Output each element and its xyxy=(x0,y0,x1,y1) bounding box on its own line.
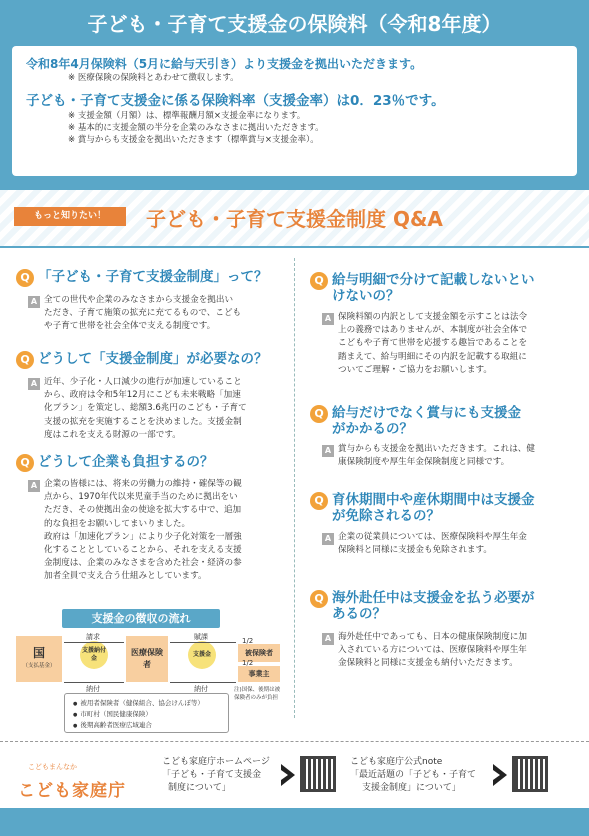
answer-5 xyxy=(338,443,535,469)
footer-link-note[interactable] xyxy=(350,756,476,795)
question-text xyxy=(332,272,535,304)
legend-item: ● 市町村（国民健康保険） xyxy=(73,709,220,720)
summary-card xyxy=(12,46,577,176)
footer-separator xyxy=(0,741,589,742)
answer-7 xyxy=(338,631,527,671)
answer-line: 金制度は、企業のみなさまを含めた社会・経済の参 xyxy=(44,558,242,569)
answer-4 xyxy=(338,311,527,377)
answer-line: 保険料額の内訳として支援金額を示すことは法令 xyxy=(338,312,528,322)
question-text xyxy=(332,492,535,524)
chevron-right-icon xyxy=(281,764,295,786)
page-title: 子ども・子育て支援金の保険料（令和8年度） xyxy=(87,12,502,36)
summary-note-1: ※ 医療保険の保険料とあわせて徴収します。 xyxy=(68,73,239,83)
flow-node-label: 国 xyxy=(32,646,45,660)
flow-node-jigyonushi: 事業主 xyxy=(238,666,280,682)
answer-line: 近年、少子化・人口減少の進行が加速していること xyxy=(44,377,242,387)
summary-note-2b: ※ 基本的に支援金額の半分を企業のみなさまに拠出いただきます。 xyxy=(68,123,324,133)
a-badge-icon: A xyxy=(28,296,40,308)
answer-line: 加者全員で支え合う仕組みとしています。 xyxy=(44,571,207,582)
answer-6 xyxy=(338,531,527,557)
flow-note: 注)国保、後期は被保険者のみが負担 xyxy=(234,687,281,701)
summary-lead-1: 令和8年4月保険料（5月に給与天引き）より支援金を拠出いただきます。 xyxy=(26,57,423,71)
answer-line: 的な負担をお願いしてまいりました。 xyxy=(44,518,191,529)
question-line: 給与明細で分けて記載しないとい xyxy=(332,272,535,288)
qa-tag: もっと知りたい！ xyxy=(14,207,126,226)
question-line: 海外赴任中は支援金を払う必要が xyxy=(332,590,535,606)
q-badge-icon: Q xyxy=(16,269,34,287)
question-1 xyxy=(16,269,268,287)
a-badge-icon: A xyxy=(322,633,334,645)
answer-line: 化プラン」を策定し、総額3.6兆円のこども・子育て xyxy=(44,403,247,414)
q-badge-icon: Q xyxy=(310,590,328,608)
footer-link-line: 支援金制度」について」 xyxy=(362,783,461,793)
a-badge-icon: A xyxy=(322,313,334,325)
answer-line: 海外赴任中であっても、日本の健康保険制度に加 xyxy=(338,632,527,642)
flow-node-hihokensha: 被保険者 xyxy=(238,644,280,662)
footer-link-line: こども家庭庁公式note xyxy=(350,757,443,767)
label-seikyu: 請求 xyxy=(86,633,100,641)
qa-divider xyxy=(0,246,589,248)
question-line: あるの？ xyxy=(332,606,386,622)
arrow-fuka xyxy=(170,642,236,643)
qr-code-note-icon[interactable] xyxy=(512,756,548,792)
a-badge-icon: A xyxy=(322,533,334,545)
question-line: けないの？ xyxy=(332,288,400,304)
summary-note-2a: ※ 支援金額（月額）は、標準報酬月額×支援金率になります。 xyxy=(68,111,306,121)
flow-legend xyxy=(64,693,229,733)
q-badge-icon: Q xyxy=(310,492,328,510)
answer-line: 上の義務ではありませんが、本制度が社会全体で xyxy=(338,325,528,336)
footer-link-homepage[interactable] xyxy=(162,756,270,795)
flow-half-1: 1/2 xyxy=(242,637,254,645)
question-text: どうして「支援金制度」が必要なの？ xyxy=(38,351,268,367)
legend-item: ● 被用者保険者（健保組合、協会けんぽ等） xyxy=(73,698,220,709)
question-line: 育休期間中や産休期間中は支援金 xyxy=(332,492,535,508)
question-4 xyxy=(310,272,535,304)
flow-node-iryo: 医療保険者 xyxy=(126,636,168,682)
question-5 xyxy=(310,405,521,437)
label-nofu-1: 納付 xyxy=(86,685,100,693)
answer-line: ただき、その使拠出金の使途を拡大する中で、追加 xyxy=(44,505,242,516)
answer-line: 支援の拡充を実施することを決めました。支援金制 xyxy=(44,416,242,427)
header-banner xyxy=(0,0,589,190)
a-badge-icon: A xyxy=(28,480,40,492)
footer-link-line: 「子ども・子育て支援金 xyxy=(162,770,262,780)
logo-tagline: こどもまんなか xyxy=(28,763,77,771)
answer-line: や子育て世帯を社会全体で支える制度です。 xyxy=(44,321,216,332)
a-badge-icon: A xyxy=(322,445,334,457)
flow-node-sublabel: （支払基金） xyxy=(22,663,56,669)
question-line: がかかるの？ xyxy=(332,421,413,437)
answer-line: 企業の皆様には、将来の労働力の維持・確保等の観 xyxy=(44,479,242,489)
question-text: 「子ども・子育て支援金制度」って？ xyxy=(38,269,268,285)
logo-main: こども家庭庁 xyxy=(18,781,126,801)
question-text xyxy=(332,405,521,437)
column-separator xyxy=(294,258,295,718)
flow-node-kofukin: 支援納付金 xyxy=(80,641,108,669)
answer-line: 企業の従業員については、医療保険料や厚生年金 xyxy=(338,532,527,542)
question-text: どうして企業も負担するの？ xyxy=(38,454,214,470)
answer-1 xyxy=(44,294,241,334)
a-badge-icon: A xyxy=(28,378,40,390)
answer-line: 金保険料と同様に支援金も納付いただきます。 xyxy=(338,658,518,669)
arrow-seikyu xyxy=(64,642,124,643)
flow-node-kuni xyxy=(16,636,62,682)
footer-link-line: こども家庭庁ホームページ xyxy=(162,757,270,767)
answer-line: 化することとしていることから、それを支える支援 xyxy=(44,545,242,556)
question-line: が免除されるの？ xyxy=(332,508,440,524)
answer-line: こどもや子育て世帯を応援する趣旨であることを xyxy=(338,338,528,349)
arrow-nofu-1 xyxy=(64,682,124,683)
footer-link-line: 「最近話題の「子ども・子育て xyxy=(350,770,477,780)
footer-link-line: 制度について」 xyxy=(168,783,231,793)
q-badge-icon: Q xyxy=(16,351,34,369)
summary-note-2c: ※ 賞与からも支援金を拠出いただきます（標準賞与×支援金率）。 xyxy=(68,135,319,145)
summary-lead-2: 子ども・子育て支援金に係る保険料率（支援金率）は0．23％です。 xyxy=(26,93,445,109)
q-badge-icon: Q xyxy=(310,272,328,290)
answer-line: 踏まえて、給与明細にその内訳を記載する取組に xyxy=(338,351,527,362)
answer-line: から、政府は令和5年12月にこども未来戦略「加速 xyxy=(44,390,241,401)
answer-line: ついてご理解・ご協力をお願いします。 xyxy=(338,364,493,375)
answer-line: 点から、1970年代以来児童手当のために拠出をい xyxy=(44,492,238,503)
question-text xyxy=(332,590,535,622)
legend-item: ● 後期高齢者医療広域連合 xyxy=(73,720,220,731)
question-3 xyxy=(16,454,214,472)
answer-line: 全ての世代や企業のみなさまから支援金を拠出い xyxy=(44,295,234,305)
question-2 xyxy=(16,351,268,369)
bottom-bar xyxy=(0,808,589,836)
q-badge-icon: Q xyxy=(16,454,34,472)
flow-node-shienkin: 支援金 xyxy=(188,641,216,669)
question-line: 給与だけでなく賞与にも支援金 xyxy=(332,405,521,421)
answer-line: 賞与からも支援金を拠出いただきます。これは、健 xyxy=(338,444,535,454)
question-7 xyxy=(310,590,535,622)
flow-title: 支援金の徴収の流れ xyxy=(62,609,220,628)
arrow-nofu-2 xyxy=(170,682,236,683)
flow-half-2: 1/2 xyxy=(242,659,254,667)
answer-line: 康保険制度や厚生年金保険制度と同様です。 xyxy=(338,457,510,468)
answer-line: 入されている方については、医療保険料や厚生年 xyxy=(338,645,527,656)
label-fuka: 賦課 xyxy=(194,633,208,641)
q-badge-icon: Q xyxy=(310,405,328,423)
label-nofu-2: 納付 xyxy=(194,685,208,693)
answer-line: 保険料と同様に支援金も免除されます。 xyxy=(338,545,493,556)
question-6 xyxy=(310,492,535,524)
qa-title: 子ども・子育て支援金制度 Q&A xyxy=(146,207,443,231)
answer-line: 政府は「加速化プラン」により少子化対策を一層強 xyxy=(44,531,242,542)
chevron-right-icon xyxy=(493,764,507,786)
qr-code-homepage-icon[interactable] xyxy=(300,756,336,792)
answer-2 xyxy=(44,376,247,442)
answer-line: 度はこれを支える財源の一部です。 xyxy=(44,429,181,440)
answer-line: ただき、子育て施策の拡充に充てるもので、こども xyxy=(44,308,242,319)
answer-3 xyxy=(44,478,242,584)
